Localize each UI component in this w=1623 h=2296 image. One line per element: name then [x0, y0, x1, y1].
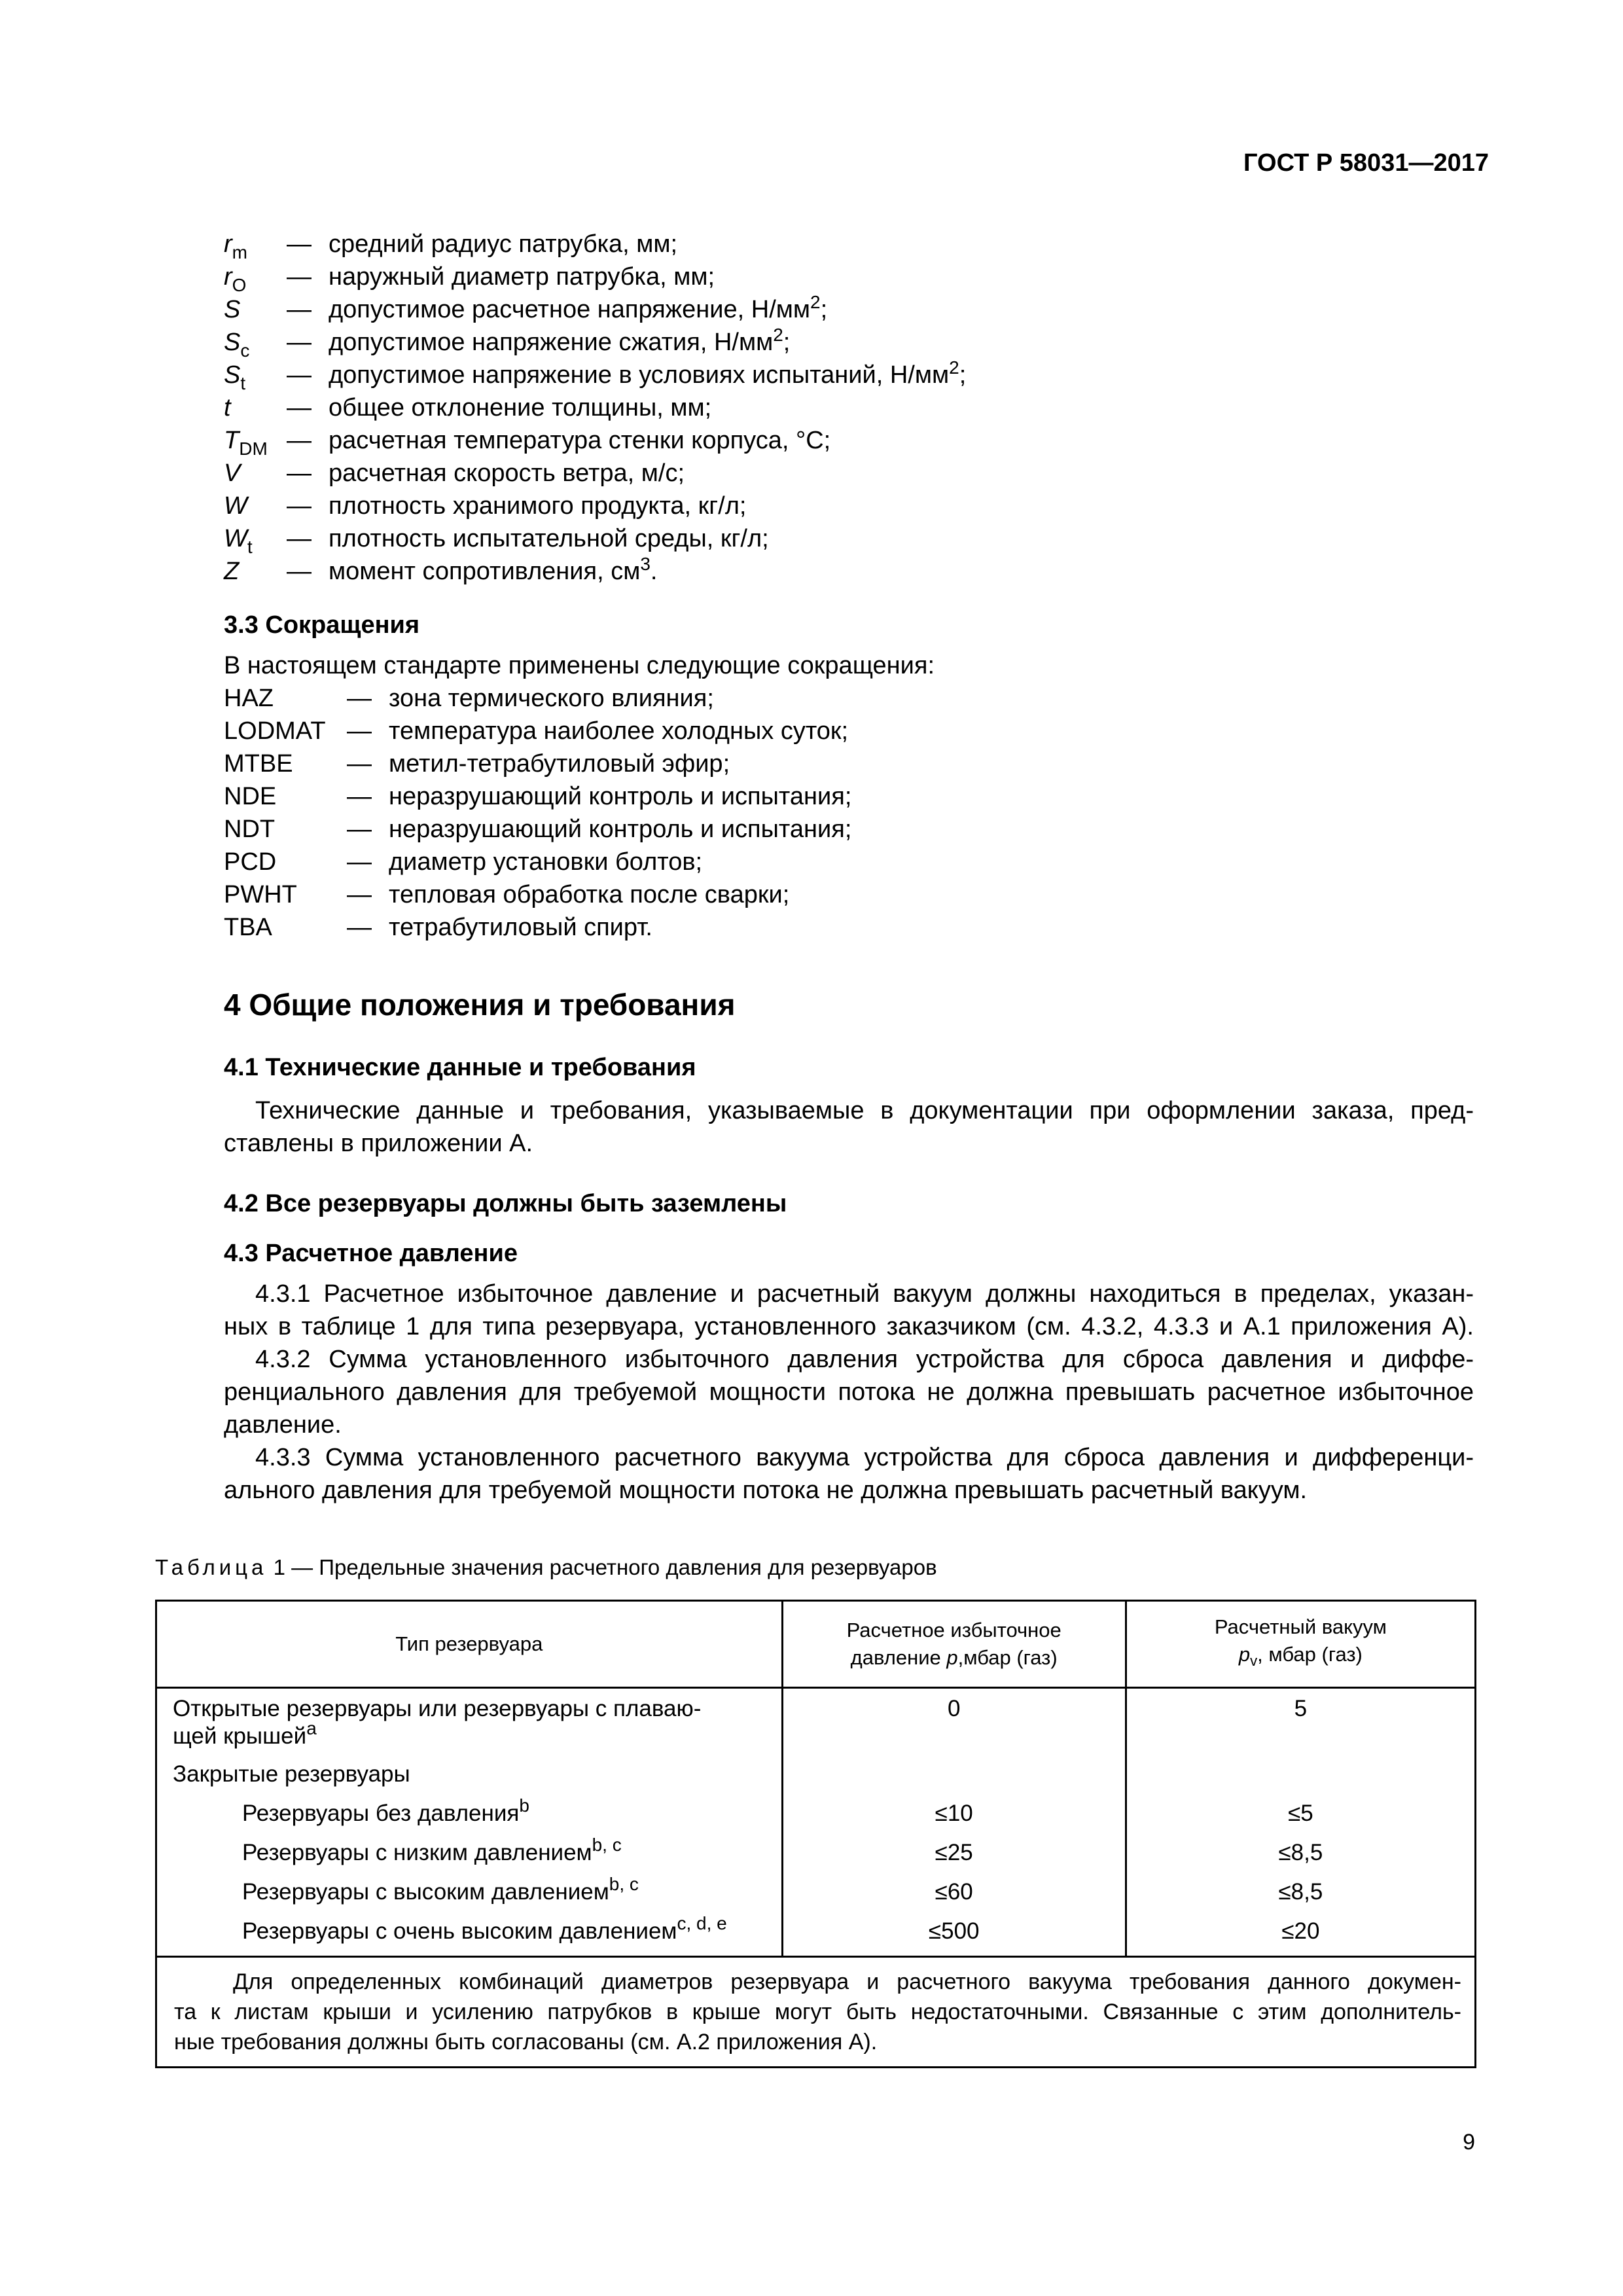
abbreviation-definition: метил-тетрабутиловый эфир; [389, 750, 730, 778]
abbreviation: LODMAT [224, 717, 326, 745]
dash: — [347, 881, 372, 908]
section-4-2-title: 4.2 Все резервуары должны быть заземлены [224, 1190, 787, 1217]
symbol: $W_t$ [224, 525, 253, 557]
table-body-row [156, 1688, 1476, 1957]
abbreviation-definition: диаметр установки болтов; [389, 848, 703, 876]
dash: — [287, 394, 312, 422]
symbol-definition: плотность испытательной среды, кг/л; [329, 525, 769, 552]
vacuum-value: ≤20 [1281, 1918, 1320, 1944]
pressure-value: ≤25 [935, 1840, 973, 1865]
symbol: W [224, 492, 247, 520]
table-note-row [156, 1957, 1476, 2068]
section-4-1-text-line2: ставлены в приложении А. [224, 1130, 533, 1157]
section-4-title: 4 Общие положения и требования [224, 988, 736, 1022]
symbol-definition: плотность хранимого продукта, кг/л; [329, 492, 747, 520]
pressure-value: ≤60 [935, 1879, 973, 1905]
table-note: Для определенных комбинаций диаметров резервуара и расчетного вакуума требования данного докумен- та к листам крыши и усилению патрубков в крыше могут быть недостаточными. Связанные с этим дополнитель- ные требования должны быть согласованы (см. А.2 приложения А). [156, 1957, 1476, 2068]
dash: — [287, 361, 312, 389]
symbol: $S_t$ [224, 361, 246, 393]
symbol: V [224, 459, 241, 487]
vacuum-value: 5 [1294, 1696, 1308, 1721]
abbreviation: PWHT [224, 881, 297, 908]
dash: — [347, 750, 372, 778]
symbol: S [224, 296, 241, 323]
abbreviation: TBA [224, 914, 272, 941]
row-closed-tanks-label: Закрытые резервуары [173, 1761, 410, 1787]
abbreviation: MTBE [224, 750, 293, 778]
vacuum-value: ≤5 [1288, 1801, 1313, 1826]
abbreviation: NDE [224, 783, 277, 810]
row-very-high-pressure-label: Резервуары с очень высоким давлением$^{c, d, e}$ [242, 1913, 727, 1944]
dash: — [287, 329, 312, 356]
symbol: $r_m$ [224, 230, 247, 262]
abbreviation-definition: неразрушающий контроль и испытания; [389, 783, 852, 810]
vacuum-value: ≤8,5 [1278, 1840, 1323, 1865]
vacuum-value: ≤8,5 [1278, 1879, 1323, 1905]
table-caption-label: Таблица [155, 1555, 268, 1579]
symbol: $T_{DM}$ [224, 427, 268, 459]
dash: — [287, 427, 312, 454]
row-open-tanks-label: Открытые резервуары или резервуары с плаваю- щей крышей$^a$ [173, 1696, 702, 1749]
symbol-definition: момент сопротивления, $см^3$. [329, 554, 658, 585]
section-4-1-text-line1: Технические данные и требования, указываемые в документации при оформлении заказа, пред- [255, 1097, 1474, 1124]
dash: — [287, 263, 312, 291]
section-4-1-title: 4.1 Технические данные и требования [224, 1054, 696, 1081]
row-high-pressure-label: Резервуары с высоким давлением$^{b, c}$ [242, 1874, 639, 1905]
abbreviation: NDT [224, 816, 276, 843]
header-design-pressure: Расчетное избыточное давление p,мбар (газ) [782, 1601, 1126, 1688]
symbol: t [224, 394, 231, 422]
dash: — [347, 783, 372, 810]
vacuum-column [1126, 1688, 1475, 1957]
symbol-definition: общее отклонение толщины, мм; [329, 394, 712, 422]
dash: — [347, 685, 372, 712]
abbreviation-definition: тетрабутиловый спирт. [389, 914, 652, 941]
dash: — [347, 914, 372, 941]
abbreviation: PCD [224, 848, 277, 876]
page-number: 9 [1463, 2130, 1475, 2155]
header-tank-type: Тип резервуара [156, 1601, 783, 1688]
dash: — [287, 558, 312, 585]
abbreviation-definition: зона термического влияния; [389, 685, 714, 712]
abbreviation-definition: неразрушающий контроль и испытания; [389, 816, 852, 843]
dash: — [287, 230, 312, 258]
dash: — [287, 492, 312, 520]
dash: — [287, 459, 312, 487]
pressure-limits-table [155, 1600, 1476, 2068]
abbreviation-definition: температура наиболее холодных суток; [389, 717, 849, 745]
table-caption-text: 1 — Предельные значения расчетного давления для резервуаров [273, 1555, 937, 1579]
pressure-value: ≤10 [935, 1801, 973, 1826]
symbol: Z [224, 558, 240, 585]
symbol-definition: допустимое напряжение в условиях испытаний, $Н/мм^2$; [329, 357, 967, 389]
section-4-3-title: 4.3 Расчетное давление [224, 1240, 518, 1267]
symbol: $S_c$ [224, 329, 250, 361]
dash: — [287, 525, 312, 552]
tank-type-column [156, 1688, 783, 1957]
vacuum-value [1127, 1759, 1474, 1799]
symbol-definition: расчетная скорость ветра, м/с; [329, 459, 685, 487]
document-code: ГОСТ Р 58031—2017 [1243, 149, 1489, 177]
symbol-definition: допустимое расчетное напряжение, $Н/мм^2$; [329, 292, 828, 323]
row-no-pressure-label: Резервуары без давления$^b$ [242, 1795, 529, 1826]
paragraph-4-3-1: 4.3.1 Расчетное избыточное давление и расчетный вакуум должны находиться в пределах, указан- ных в таблице 1 для типа резервуара, установленного заказчиком (см. 4.3.2, 4.3.3 и А.1 приложения А). 4.3.2 Сумма установленного избыточного давления устройства для сброса давления и диффе- ренциального давления для требуемой мощности потока не должна превышать расчетное избыточное давление. 4.3.3 Сумма установленного расчетного вакуума устройства для сброса давления и дифференци- ального давления для требуемой мощности потока не должна превышать расчетный вакуум. [224, 1280, 1474, 1504]
symbol-definition: наружный диаметр патрубка, мм; [329, 263, 715, 291]
symbol-definition: средний радиус патрубка, мм; [329, 230, 678, 258]
abbreviation: HAZ [224, 685, 274, 712]
symbol: $r_O$ [224, 263, 247, 295]
pressure-column [782, 1688, 1126, 1957]
pressure-value [783, 1759, 1125, 1799]
dash: — [287, 296, 312, 323]
symbol-definition: допустимое напряжение сжатия, $Н/мм^2$; [329, 325, 791, 356]
row-low-pressure-label: Резервуары с низким давлением$^{b, c}$ [242, 1835, 622, 1865]
dash: — [347, 717, 372, 745]
table-header-row [156, 1601, 1476, 1688]
abbreviation-definition: тепловая обработка после сварки; [389, 881, 790, 908]
header-design-vacuum: Расчетный вакуум $p_v$, мбар (газ) [1126, 1601, 1475, 1688]
dash: — [347, 848, 372, 876]
section-3-3-title: 3.3 Сокращения [224, 611, 420, 639]
table-caption [155, 1555, 937, 1580]
dash: — [347, 816, 372, 843]
pressure-value: 0 [947, 1696, 961, 1721]
pressure-value: ≤500 [928, 1918, 980, 1944]
symbol-definition: расчетная температура стенки корпуса, °С; [329, 427, 831, 454]
section-3-3-intro: В настоящем стандарте применены следующие сокращения: [224, 652, 935, 679]
